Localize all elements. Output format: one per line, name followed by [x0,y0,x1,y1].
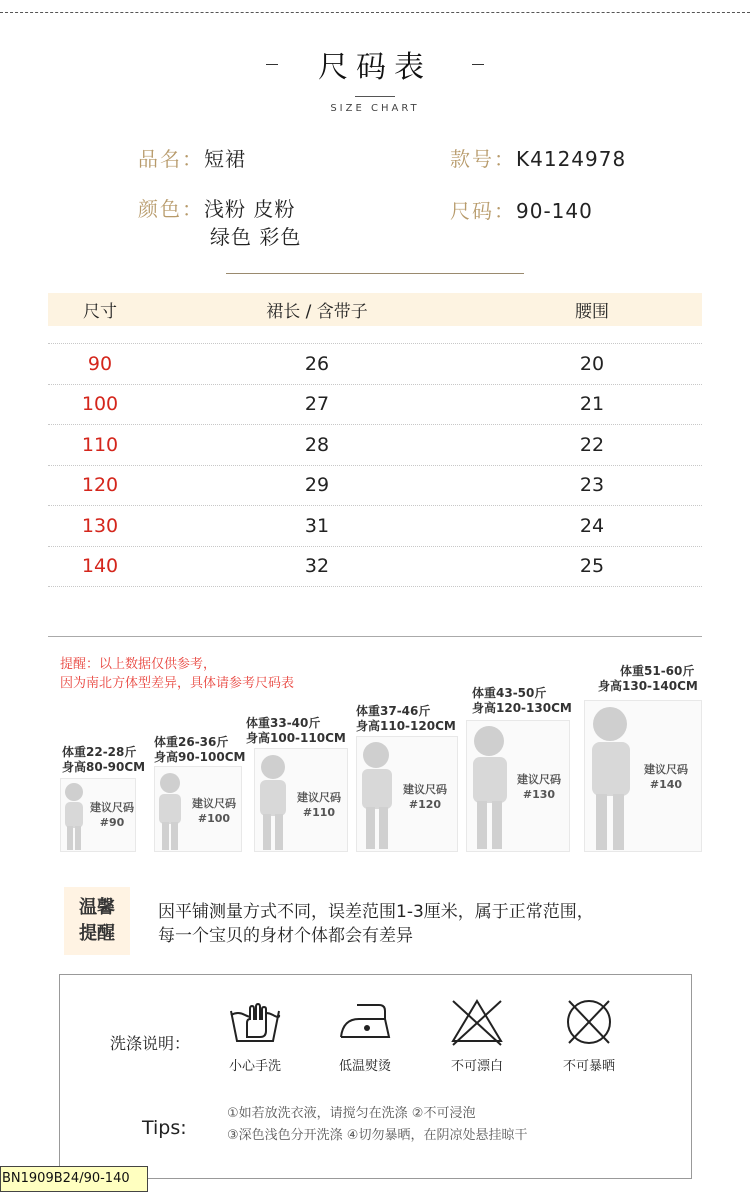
kid-size-text: 建议尺码 [192,797,236,810]
title-left-dash [266,64,278,65]
cell-length: 29 [304,474,330,497]
kid-size-label [508,772,570,802]
notice-badge [64,887,130,955]
size-table [48,293,702,587]
page-subtitle: SIZE CHART [330,103,420,114]
kid-weight: 体重26-36斤 [154,735,229,749]
kid-height: 身高100-110CM [246,731,346,745]
kid-height: 身高130-140CM [598,679,698,693]
care-label: 不可暴晒 [562,1059,615,1074]
kid-caption [154,735,245,765]
product-code-tag: BN1909B24/90-140 [0,1166,148,1192]
product-color-line2: 绿色 彩色 [210,225,302,249]
product-size [450,195,593,224]
product-name [138,143,246,172]
care-label: 不可漂白 [450,1059,503,1074]
kid-weight: 体重37-46斤 [356,704,431,718]
table-row [48,466,702,507]
kid-size-label [184,796,244,826]
chart-header [0,42,750,114]
notice-text-line1: 因平铺测量方式不同，误差范围1-3厘米，属于正常范围， [158,902,594,922]
notice-text [158,900,594,948]
cell-size: 90 [87,352,113,375]
kid-size-text: 建议尺码 [403,783,447,796]
care-label: 小心手洗 [228,1059,281,1074]
product-size-value: 90-140 [516,199,593,223]
kid-caption [62,745,145,775]
kid-size-code: #100 [197,812,231,825]
kid-height: 身高80-90CM [62,760,146,774]
table-row [48,506,702,547]
kid-height: 身高90-100CM [154,750,246,764]
cell-waist: 25 [579,555,605,578]
size-table-header [48,293,702,326]
no-sun-icon [561,997,617,1047]
table-row [48,547,702,588]
kid-height: 身高120-130CM [472,701,572,715]
care-item-no-bleach [432,997,522,1074]
product-color [138,195,301,251]
kid-weight: 体重51-60斤 [620,664,695,678]
product-style [450,143,626,172]
low-iron-icon [335,997,395,1047]
care-item-no-sun [544,997,634,1074]
cell-waist: 22 [579,433,605,456]
kid-caption [246,716,346,746]
header-waist: 腰围 [575,302,609,322]
cell-waist: 21 [579,393,605,416]
notice-title-line1: 温馨 [79,897,115,918]
care-instructions [59,974,692,1179]
reminder-line1: 提醒：以上数据仅供参考， [60,657,217,672]
kid-size-label [288,790,350,820]
kid-size-label [634,762,698,792]
section-divider [48,636,702,637]
kid-caption [356,704,456,734]
product-color-label: 颜色： [138,197,204,221]
kid-size-code: #130 [522,788,556,801]
table-row [48,425,702,466]
cell-length: 32 [304,555,330,578]
header-size: 尺寸 [83,302,117,322]
kid-size-code: #110 [302,806,336,819]
kid-size-text: 建议尺码 [644,763,688,776]
product-size-label: 尺码： [450,199,516,223]
title-right-dash [472,64,484,65]
kid-weight: 体重22-28斤 [62,745,137,759]
cell-length: 31 [304,514,330,537]
tips-line2: ③深色浅色分开洗涤 ④切勿暴晒，在阴凉处悬挂晾干 [227,1128,528,1143]
cell-size: 130 [81,514,119,537]
notice-text-line2: 每一个宝贝的身材个体都会有差异 [158,926,413,946]
kid-size-code: #90 [99,816,125,829]
kid-caption [472,686,572,716]
kid-size-text: 建议尺码 [517,773,561,786]
product-color-line1: 浅粉 皮粉 [204,197,296,221]
tips-line1: ①如若放洗衣液，请搅匀在洗涤 ②不可浸泡 [227,1106,476,1121]
notice-title-line2: 提醒 [79,923,115,944]
no-bleach-icon [449,997,505,1047]
title-underline [355,96,395,97]
tips-label: Tips: [142,1117,187,1139]
tips-text [227,1103,527,1147]
kid-weight: 体重43-50斤 [472,686,547,700]
cell-waist: 20 [579,352,605,375]
cell-size: 100 [81,393,119,416]
cell-length: 26 [304,352,330,375]
size-table-body [48,343,702,587]
kid-size-code: #120 [408,798,442,811]
care-item-low-iron [320,997,410,1074]
kid-size-label [84,800,140,830]
care-label: 低温熨烫 [338,1059,391,1074]
product-name-value: 短裙 [204,147,246,171]
table-row [48,385,702,426]
info-divider [226,273,524,274]
cell-size: 140 [81,555,119,578]
kid-size-code: #140 [649,778,683,791]
cell-length: 27 [304,393,330,416]
child-silhouette-icon [584,702,640,852]
page-title: 尺码表 [318,50,432,85]
product-style-label: 款号： [450,147,516,171]
kid-weight: 体重33-40斤 [246,716,321,730]
child-silhouette-icon [154,770,188,852]
kid-size-text: 建议尺码 [297,791,341,804]
hand-wash-icon [227,997,283,1047]
cell-waist: 23 [579,474,605,497]
product-style-value: K4124978 [516,147,627,171]
cell-length: 28 [304,433,330,456]
table-row [48,344,702,385]
reminder-line2: 因为南北方体型差异，具体请参考尺码表 [60,676,295,691]
kid-size-label [394,782,456,812]
reminder-note [60,655,294,693]
kid-caption [598,664,698,694]
care-item-hand-wash [210,997,300,1074]
kid-size-text: 建议尺码 [90,801,134,814]
cell-size: 110 [81,433,119,456]
top-dashed-divider [0,12,750,13]
product-name-label: 品名： [138,147,204,171]
cell-size: 120 [81,474,119,497]
cell-waist: 24 [579,514,605,537]
care-title: 洗涤说明： [110,1034,191,1053]
header-length: 裙长 / 含带子 [266,302,368,322]
kid-height: 身高110-120CM [356,719,456,733]
